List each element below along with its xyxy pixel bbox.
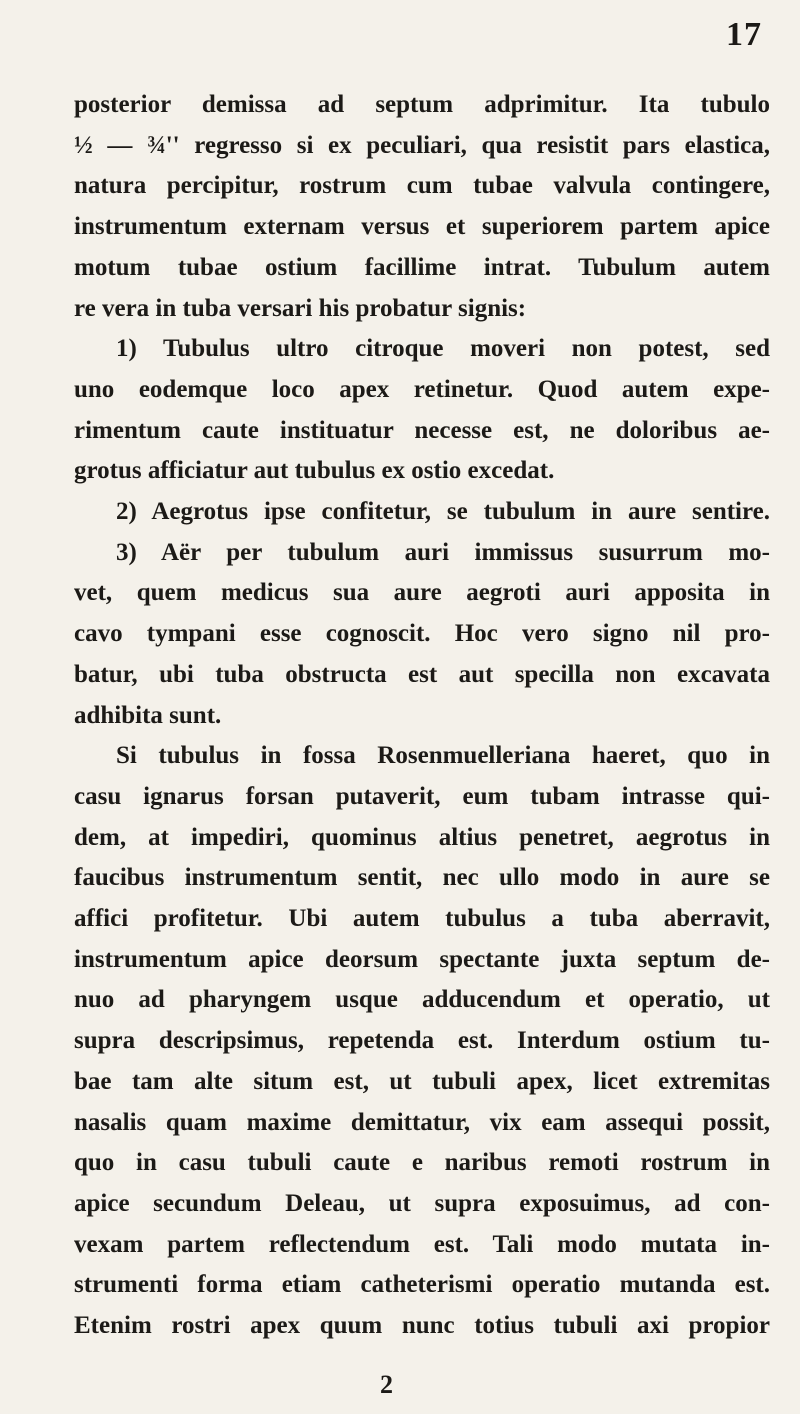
text-line: nuo ad pharyngem usque adducendum et operatio, ut bbox=[74, 986, 770, 1014]
text-line: vet, quem medicus sua aure aegroti auri apposita in bbox=[74, 579, 770, 607]
text-line: instrumentum externam versus et superiorem partem apice bbox=[74, 213, 770, 241]
text-line: apice secundum Deleau, ut supra exposuimus, ad con- bbox=[74, 1189, 770, 1217]
text-line: batur, ubi tuba obstructa est aut specilla non excavata bbox=[74, 660, 770, 688]
text-line: vexam partem reflectendum est. Tali modo mutata in- bbox=[74, 1230, 770, 1258]
text-line: 2) Aegrotus ipse confitetur, se tubulum in aure sentire. bbox=[116, 498, 770, 525]
text-line: rimentum caute instituatur necesse est, ne doloribus ae- bbox=[74, 416, 770, 444]
text-line: grotus afficiatur aut tubulus ex ostio excedat. bbox=[74, 457, 555, 485]
text-line: casu ignarus forsan putaverit, eum tubam intrasse qui- bbox=[74, 782, 770, 810]
text-line: re vera in tuba versari his probatur signis: bbox=[74, 294, 527, 322]
text-line: instrumentum apice deorsum spectante juxta septum de- bbox=[74, 945, 770, 973]
text-line: strumenti forma etiam catheterismi operatio mutanda est. bbox=[74, 1271, 770, 1299]
text-line: supra descripsimus, repetenda est. Interdum ostium tu- bbox=[74, 1027, 770, 1055]
text-line: Etenim rostri apex quum nunc totius tubuli axi propior bbox=[74, 1312, 770, 1339]
text-line: bae tam alte situm est, ut tubuli apex, licet extremitas bbox=[74, 1067, 770, 1095]
signature-mark: 2 bbox=[380, 1370, 393, 1399]
text-line: motum tubae ostium facillime intrat. Tubulum autem bbox=[74, 253, 770, 281]
text-line: natura percipitur, rostrum cum tubae valvula contingere, bbox=[74, 172, 770, 200]
text-line: 3) Aër per tubulum auri immissus susurrum mo- bbox=[116, 538, 770, 566]
text-line: ½ — ¾'' regresso si ex peculiari, qua resistit pars elastica, bbox=[74, 131, 770, 159]
text-line: dem, at impediri, quominus altius penetret, aegrotus in bbox=[74, 823, 770, 851]
text-line: nasalis quam maxime demittatur, vix eam assequi possit, bbox=[74, 1108, 770, 1136]
text-line: adhibita sunt. bbox=[74, 701, 222, 729]
text-line: posterior demissa ad septum adprimitur. Ita tubulo bbox=[74, 91, 770, 118]
text-line: 1) Tubulus ultro citroque moveri non potest, sed bbox=[116, 335, 770, 363]
text-line: Si tubulus in fossa Rosenmuelleriana haeret, quo in bbox=[116, 742, 770, 770]
text-line: uno eodemque loco apex retinetur. Quod autem expe- bbox=[74, 375, 770, 403]
text-line: cavo tympani esse cognoscit. Hoc vero signo nil pro- bbox=[74, 620, 770, 648]
page-number: 17 bbox=[726, 16, 762, 53]
text-line: affici profitetur. Ubi autem tubulus a tuba aberravit, bbox=[74, 905, 770, 932]
text-line: faucibus instrumentum sentit, nec ullo modo in aure se bbox=[74, 864, 770, 892]
text-line: quo in casu tubuli caute e naribus remoti rostrum in bbox=[74, 1149, 770, 1177]
